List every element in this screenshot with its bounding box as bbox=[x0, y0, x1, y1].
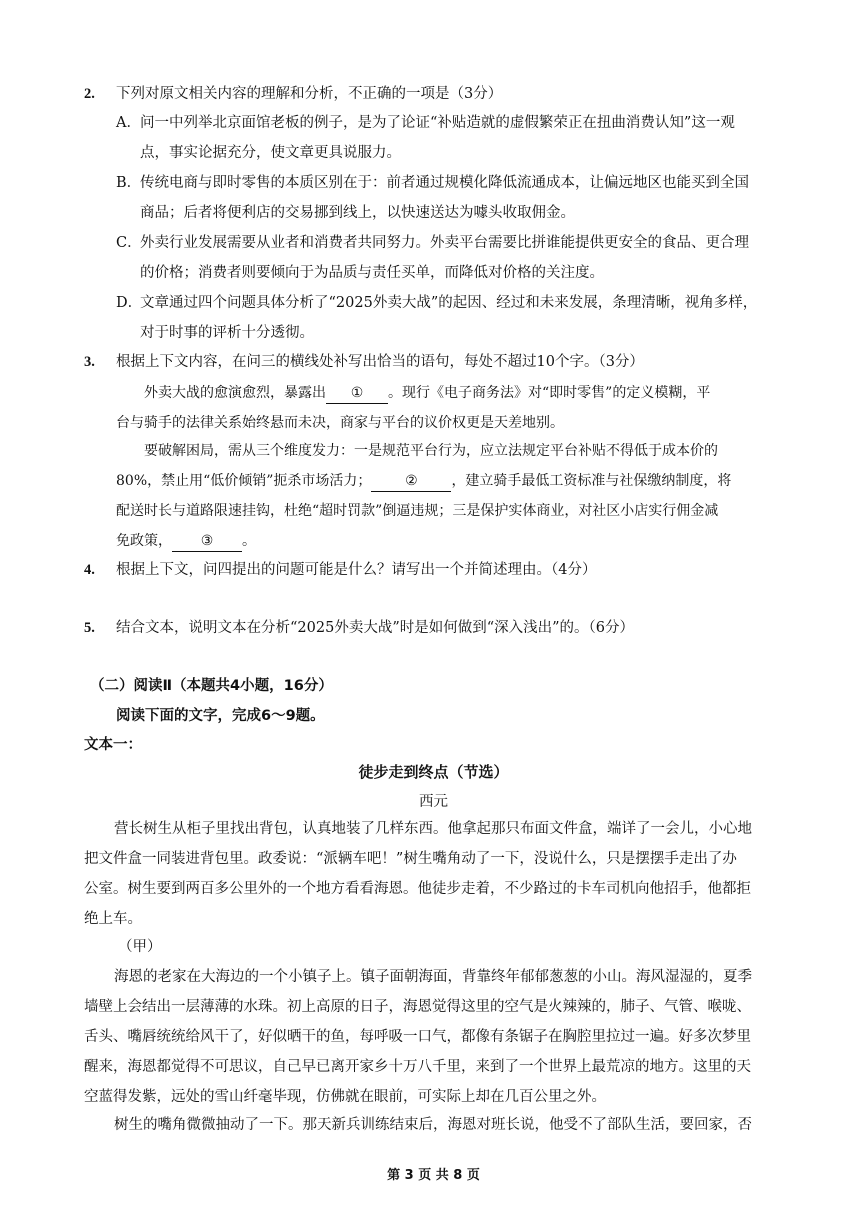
option-c bbox=[116, 228, 796, 288]
fill-paragraph-2 bbox=[116, 436, 786, 556]
answer-blank-1[interactable]: ① bbox=[326, 383, 388, 404]
option-text: 外卖行业发展需要从业者和消费者共同努力。外卖平台需要比拼谁能提供更安全的食品、更合理 bbox=[140, 235, 749, 251]
option-text-cont: 点，事实论据充分，使文章更具说服力。 bbox=[140, 145, 401, 161]
story-paragraph-3 bbox=[84, 1110, 784, 1140]
option-label: D． bbox=[116, 295, 143, 311]
passage-text: 外卖大战的愈演愈烈，暴露出 bbox=[144, 385, 326, 401]
text-label: 文本一： bbox=[84, 737, 142, 753]
question-stem: 根据上下文，问四提出的问题可能是什么？请写出一个并简述理由。（4分） bbox=[116, 562, 597, 578]
story-author: 西元 bbox=[419, 794, 448, 810]
answer-blank-3[interactable]: ③ bbox=[172, 531, 242, 552]
story-line: 把文件盒一同装进背包里。政委说：“派辆车吧！”树生嘴角动了一下，没说什么，只是摆摆手走出了办 bbox=[84, 851, 737, 867]
question-number: 3. bbox=[84, 354, 95, 370]
story-line: 树生的嘴角微微抽动了一下。那天新兵训练结束后，海恩对班长说，他受不了部队生活，要回家，否 bbox=[114, 1117, 752, 1133]
section-instruction: 阅读下面的文字，完成6～9题。 bbox=[116, 708, 325, 724]
passage-text: 台与骑手的法律关系始终悬而未决，商家与平台的议价权更是天差地别。 bbox=[116, 415, 564, 431]
passage-text: 免政策， bbox=[116, 533, 172, 549]
section-heading: （二）阅读Ⅱ（本题共4小题，16分） bbox=[90, 678, 333, 694]
passage-text: 要破解困局，需从三个维度发力：一是规范平台行为，应立法规定平台补贴不得低于成本价的 bbox=[144, 443, 718, 459]
question-number: 2. bbox=[84, 86, 95, 102]
question-3 bbox=[84, 352, 644, 372]
fill-paragraph-1 bbox=[116, 378, 786, 438]
option-text: 问一中列举北京面馆老板的例子，是为了论证“补贴造就的虚假繁荣正在扭曲消费认知”这一观 bbox=[140, 115, 735, 131]
option-label: A． bbox=[116, 115, 141, 131]
question-stem: 结合文本，说明文本在分析“2025外卖大战”时是如何做到“深入浅出”的。（6分） bbox=[116, 620, 635, 636]
story-paragraph-2 bbox=[84, 962, 784, 1112]
question-5 bbox=[84, 618, 634, 638]
passage-text: ，建立骑手最低工资标准与社保缴纳制度，将 bbox=[451, 473, 732, 489]
question-number: 4. bbox=[84, 562, 95, 578]
option-d bbox=[116, 288, 796, 348]
question-number: 5. bbox=[84, 620, 95, 636]
story-paragraph-1 bbox=[84, 814, 784, 934]
question-4 bbox=[84, 560, 596, 580]
story-line: 醒来，海恩都觉得不可思议，自己早已离开家乡十万八千里，来到了一个世界上最荒凉的地方。这里的天 bbox=[84, 1059, 751, 1075]
passage-text: 配送时长与道路限速挂钩，杜绝“超时罚款”倒逼违规；三是保护实体商业，对社区小店实行佣金减 bbox=[116, 503, 719, 519]
passage-text: 80%，禁止用“低价倾销”扼杀市场活力； bbox=[116, 473, 372, 489]
option-a bbox=[116, 108, 796, 168]
page-footer: 第 3 页 共 8 页 bbox=[387, 1168, 480, 1183]
option-text-cont: 的价格；消费者则要倾向于为品质与责任买单，而降低对价格的关注度。 bbox=[140, 265, 604, 281]
option-text: 传统电商与即时零售的本质区别在于：前者通过规模化降低流通成本，让偏远地区也能买到全国 bbox=[140, 175, 749, 191]
question-stem: 根据上下文内容，在问三的横线处补写出恰当的语句，每处不超过10个字。（3分） bbox=[116, 354, 644, 370]
question-2 bbox=[84, 84, 502, 104]
option-b bbox=[116, 168, 796, 228]
story-line: 空蓝得发紫，远处的雪山纤毫毕现，仿佛就在眼前，可实际上却在几百公里之外。 bbox=[84, 1089, 606, 1105]
option-label: C． bbox=[116, 235, 142, 251]
story-line: 舌头、嘴唇统统给风干了，好似晒干的鱼，每呼吸一口气，都像有条锯子在胸腔里拉过一遍。好多次梦里 bbox=[84, 1029, 751, 1045]
passage-text: 。现行《电子商务法》对“即时零售”的定义模糊，平 bbox=[388, 385, 711, 401]
section-marker: （甲） bbox=[118, 939, 162, 955]
answer-blank-2[interactable]: ② bbox=[371, 471, 451, 492]
story-title: 徒步走到终点（节选） bbox=[358, 763, 509, 781]
story-line: 海恩的老家在大海边的一个小镇子上。镇子面朝海面，背靠终年郁郁葱葱的小山。海风湿湿的，夏季 bbox=[114, 969, 752, 985]
option-text-cont: 商品；后者将便利店的交易挪到线上，以快速送达为噱头收取佣金。 bbox=[140, 205, 575, 221]
option-text-cont: 对于时事的评析十分透彻。 bbox=[140, 325, 314, 341]
story-line: 公室。树生要到两百多公里外的一个地方看看海恩。他徒步走着，不少路过的卡车司机向他招手，他都拒 bbox=[84, 881, 751, 897]
story-line: 墙壁上会结出一层薄薄的水珠。初上高原的日子，海恩觉得这里的空气是火辣辣的，肺子、气管、喉咙、 bbox=[84, 999, 751, 1015]
passage-text: 。 bbox=[242, 533, 256, 549]
option-text: 文章通过四个问题具体分析了“2025外卖大战”的起因、经过和未来发展，条理清晰，视角多样， bbox=[140, 295, 758, 311]
option-label: B． bbox=[116, 175, 142, 191]
story-line: 营长树生从柜子里找出背包，认真地装了几样东西。他拿起那只布面文件盒，端详了一会儿，小心地 bbox=[114, 821, 752, 837]
question-stem: 下列对原文相关内容的理解和分析，不正确的一项是（3分） bbox=[116, 86, 503, 102]
story-line: 绝上车。 bbox=[84, 911, 142, 927]
